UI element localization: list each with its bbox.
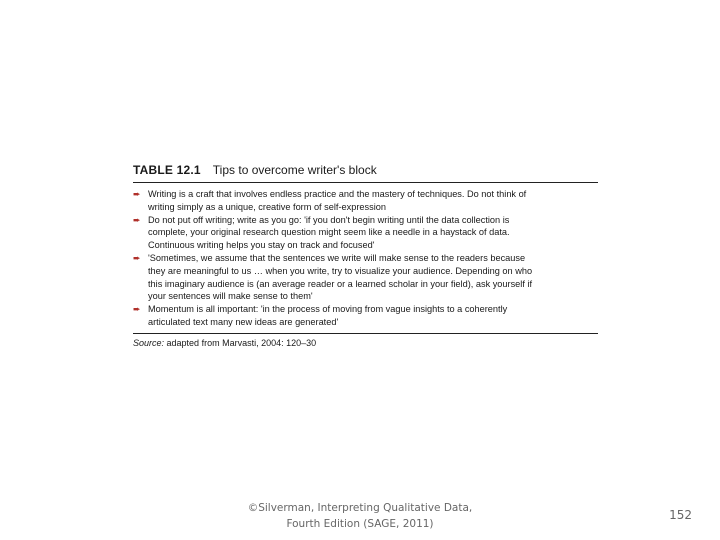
table-source xyxy=(133,337,598,349)
list-item xyxy=(133,188,598,214)
tips-list xyxy=(133,188,598,329)
table-12-1 xyxy=(133,163,598,349)
item-line: they are meaningful to us … when you write, try to visualize your audience. Depending on who xyxy=(148,265,533,276)
item-line: Momentum is all important: 'in the process of moving from vague insights to a coherently xyxy=(148,304,508,315)
item-line: Do not put off writing; write as you go: 'if you don't begin writing until the data collection is xyxy=(148,214,510,225)
list-item xyxy=(133,303,598,329)
table-top-rule xyxy=(133,182,598,183)
item-line: your sentences will make sense to them' xyxy=(148,291,313,302)
footer-citation xyxy=(230,500,490,532)
list-item xyxy=(133,252,598,303)
arrow-bullet-icon: ➨ xyxy=(133,304,141,315)
page-number: 152 xyxy=(669,508,692,522)
source-text: adapted from Marvasti, 2004: 120–30 xyxy=(164,337,317,348)
item-line: 'Sometimes, we assume that the sentences we write will make sense to the readers because xyxy=(148,252,526,263)
item-line: Continuous writing helps you stay on track and focused' xyxy=(148,240,375,251)
table-label: TABLE 12.1 xyxy=(133,163,201,177)
item-line: articulated text many new ideas are generated' xyxy=(148,316,339,327)
citation-line: ©Silverman, Interpreting Qualitative Data, xyxy=(247,502,473,514)
item-line: Writing is a craft that involves endless practice and the mastery of techniques. Do not think of xyxy=(148,189,527,199)
table-title xyxy=(133,163,598,178)
citation-line: Fourth Edition (SAGE, 2011) xyxy=(286,518,434,530)
arrow-bullet-icon: ➨ xyxy=(133,189,141,199)
arrow-bullet-icon: ➨ xyxy=(133,252,141,263)
list-item xyxy=(133,214,598,252)
table-bottom-rule xyxy=(133,333,598,334)
table-caption: Tips to overcome writer's block xyxy=(212,163,377,177)
item-line: complete, your original research question might seem like a needle in a haystack of data. xyxy=(148,227,510,238)
arrow-bullet-icon: ➨ xyxy=(133,214,141,225)
item-line: this imaginary audience is (an average reader or a learned scholar in your field), ask yourself if xyxy=(148,278,533,289)
item-line: writing simply as a unique, creative form of self-expression xyxy=(148,201,386,212)
source-label: Source: xyxy=(133,337,165,348)
